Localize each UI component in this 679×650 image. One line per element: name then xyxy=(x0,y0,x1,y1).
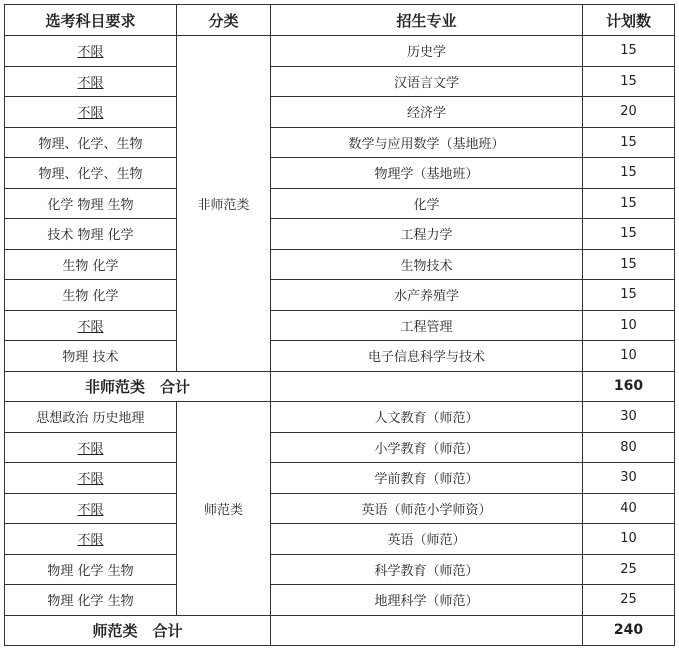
category-cell: 非师范类 xyxy=(177,36,271,372)
subtotal-empty-cell xyxy=(271,615,583,646)
plan-cell: 80 xyxy=(583,432,675,463)
requirement-cell xyxy=(5,158,177,189)
table-row xyxy=(5,158,675,189)
subtotal-row xyxy=(5,371,675,402)
requirement-text: 不限 xyxy=(77,502,104,518)
plan-cell: 30 xyxy=(583,463,675,494)
requirement-text: 不限 xyxy=(77,533,104,549)
requirement-text: 物理 技术 xyxy=(62,350,119,366)
major-cell: 物理学（基地班） xyxy=(271,158,583,189)
table-row xyxy=(5,188,675,219)
category-cell: 师范类 xyxy=(177,402,271,616)
major-cell: 化学 xyxy=(271,188,583,219)
subtotal-row xyxy=(5,615,675,646)
table-row xyxy=(5,402,675,433)
major-cell: 学前教育（师范） xyxy=(271,463,583,494)
requirement-cell xyxy=(5,463,177,494)
plan-cell: 15 xyxy=(583,249,675,280)
table-body xyxy=(5,36,675,646)
plan-cell: 20 xyxy=(583,97,675,128)
requirement-cell xyxy=(5,524,177,555)
major-cell: 小学教育（师范） xyxy=(271,432,583,463)
plan-cell: 15 xyxy=(583,66,675,97)
major-cell: 工程管理 xyxy=(271,310,583,341)
plan-cell: 25 xyxy=(583,585,675,616)
major-cell: 数学与应用数学（基地班） xyxy=(271,127,583,158)
header-major: 招生专业 xyxy=(271,5,583,36)
table-row xyxy=(5,493,675,524)
plan-cell: 10 xyxy=(583,310,675,341)
plan-cell: 25 xyxy=(583,554,675,585)
requirement-text: 技术 物理 化学 xyxy=(47,228,134,244)
subtotal-value: 160 xyxy=(583,371,675,402)
major-cell: 人文教育（师范） xyxy=(271,402,583,433)
requirement-cell xyxy=(5,66,177,97)
major-cell: 电子信息科学与技术 xyxy=(271,341,583,372)
enrollment-plan-table xyxy=(4,4,675,646)
requirement-cell xyxy=(5,249,177,280)
table-row xyxy=(5,524,675,555)
requirement-text: 不限 xyxy=(77,75,104,91)
table-row xyxy=(5,66,675,97)
table-row xyxy=(5,36,675,67)
requirement-text: 物理 化学 生物 xyxy=(47,563,134,579)
requirement-text: 化学 物理 生物 xyxy=(47,197,134,213)
table-row xyxy=(5,585,675,616)
table-row xyxy=(5,554,675,585)
requirement-cell xyxy=(5,554,177,585)
table-row xyxy=(5,127,675,158)
major-cell: 经济学 xyxy=(271,97,583,128)
major-cell: 地理科学（师范） xyxy=(271,585,583,616)
requirement-cell xyxy=(5,97,177,128)
major-cell: 水产养殖学 xyxy=(271,280,583,311)
table-row xyxy=(5,280,675,311)
requirement-cell xyxy=(5,219,177,250)
requirement-cell xyxy=(5,36,177,67)
major-cell: 生物技术 xyxy=(271,249,583,280)
plan-cell: 40 xyxy=(583,493,675,524)
major-cell: 工程力学 xyxy=(271,219,583,250)
requirement-cell xyxy=(5,280,177,311)
table-row xyxy=(5,249,675,280)
requirement-text: 不限 xyxy=(77,441,104,457)
subtotal-label: 师范类 合计 xyxy=(5,615,271,646)
requirement-text: 思想政治 历史地理 xyxy=(36,411,145,427)
table-row xyxy=(5,463,675,494)
requirement-text: 生物 化学 xyxy=(62,289,119,305)
table-row xyxy=(5,341,675,372)
requirement-cell xyxy=(5,585,177,616)
requirement-text: 生物 化学 xyxy=(62,258,119,274)
table-row xyxy=(5,219,675,250)
plan-cell: 15 xyxy=(583,280,675,311)
major-cell: 汉语言文学 xyxy=(271,66,583,97)
requirement-text: 不限 xyxy=(77,106,104,122)
requirement-text: 不限 xyxy=(77,319,104,335)
requirement-cell xyxy=(5,493,177,524)
requirement-text: 不限 xyxy=(77,472,104,488)
table-row xyxy=(5,97,675,128)
plan-cell: 15 xyxy=(583,188,675,219)
table-row xyxy=(5,432,675,463)
major-cell: 英语（师范） xyxy=(271,524,583,555)
header-row xyxy=(5,5,675,36)
requirement-cell xyxy=(5,188,177,219)
requirement-cell xyxy=(5,402,177,433)
plan-cell: 15 xyxy=(583,127,675,158)
requirement-cell xyxy=(5,127,177,158)
subtotal-value: 240 xyxy=(583,615,675,646)
plan-cell: 30 xyxy=(583,402,675,433)
table-row xyxy=(5,310,675,341)
major-cell: 英语（师范小学师资） xyxy=(271,493,583,524)
requirement-text: 物理 化学 生物 xyxy=(47,594,134,610)
major-cell: 历史学 xyxy=(271,36,583,67)
requirement-text: 物理、化学、生物 xyxy=(38,167,143,183)
header-plan: 计划数 xyxy=(583,5,675,36)
plan-cell: 10 xyxy=(583,341,675,372)
plan-cell: 15 xyxy=(583,158,675,189)
major-cell: 科学教育（师范） xyxy=(271,554,583,585)
requirement-text: 物理、化学、生物 xyxy=(38,136,143,152)
plan-cell: 15 xyxy=(583,36,675,67)
requirement-text: 不限 xyxy=(77,45,104,61)
plan-cell: 15 xyxy=(583,219,675,250)
requirement-cell xyxy=(5,341,177,372)
header-requirement: 选考科目要求 xyxy=(5,5,177,36)
requirement-cell xyxy=(5,432,177,463)
subtotal-label: 非师范类 合计 xyxy=(5,371,271,402)
plan-cell: 10 xyxy=(583,524,675,555)
requirement-cell xyxy=(5,310,177,341)
subtotal-empty-cell xyxy=(271,371,583,402)
header-category: 分类 xyxy=(177,5,271,36)
